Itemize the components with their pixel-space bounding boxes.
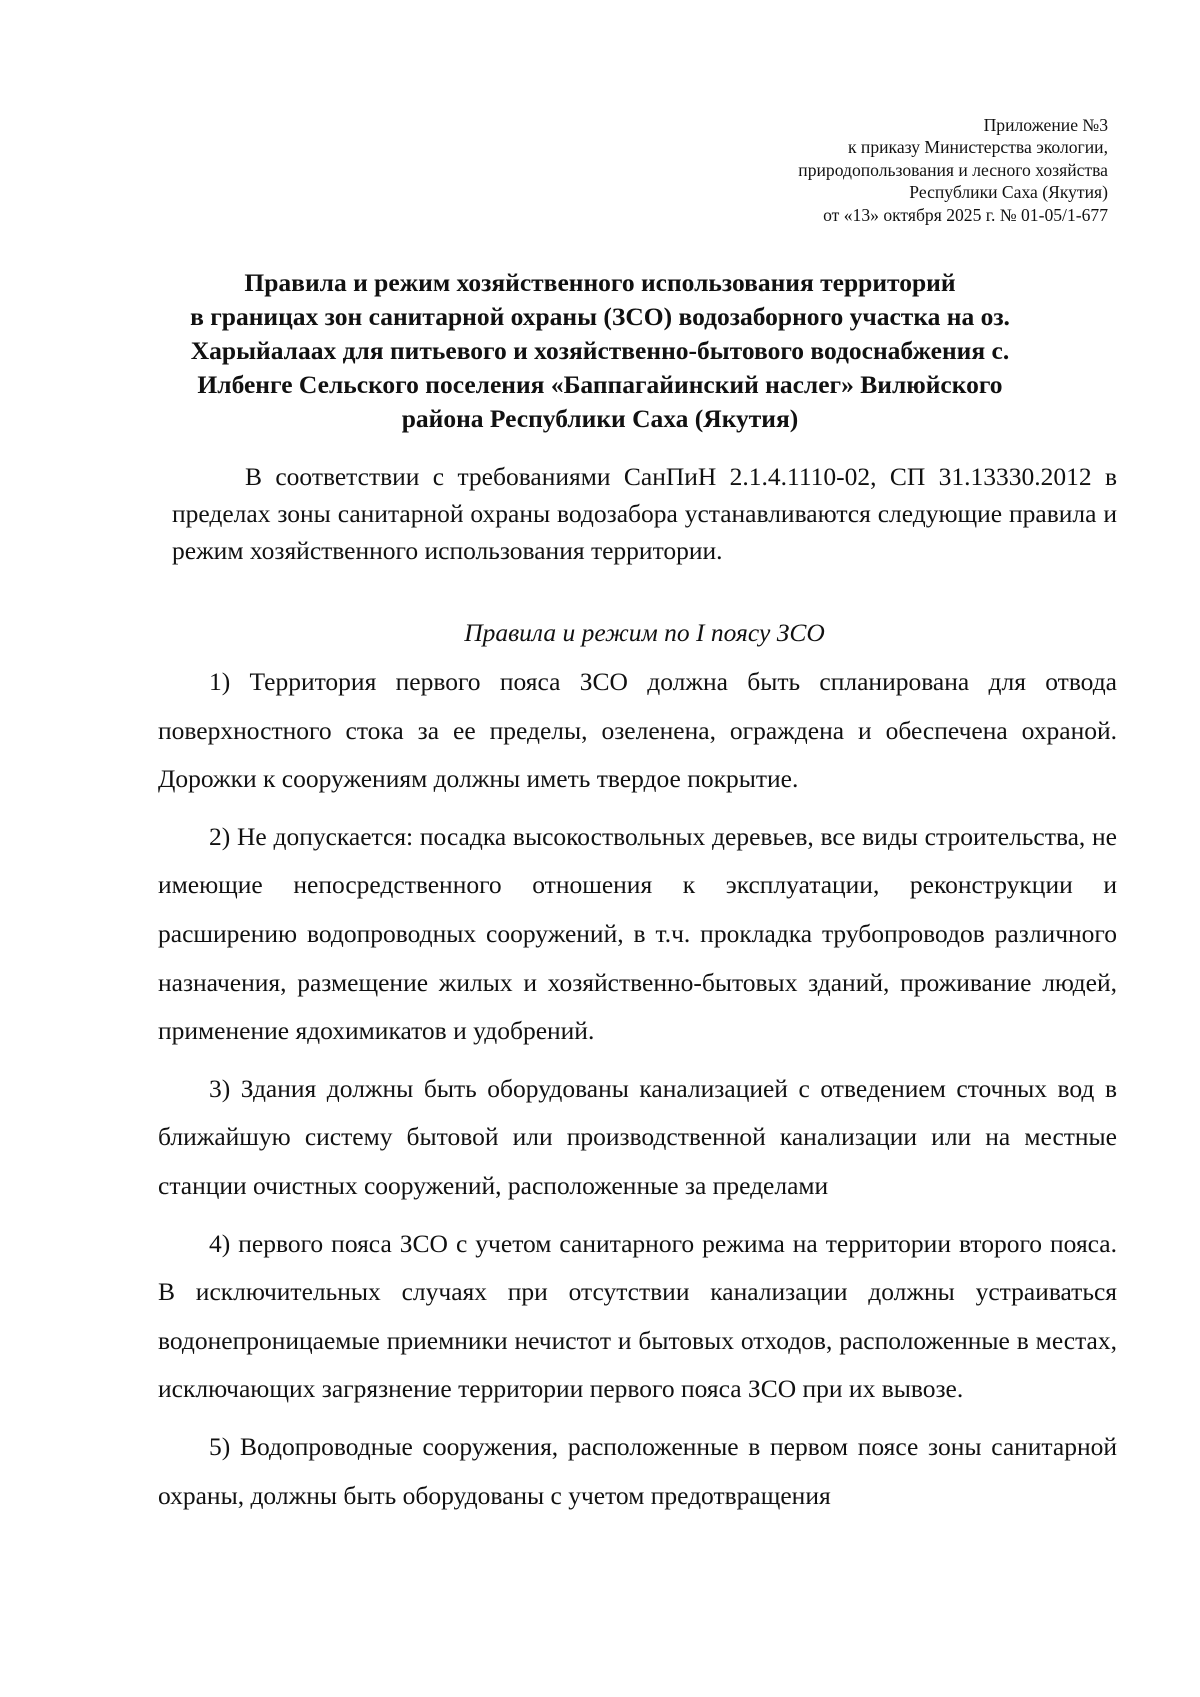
- annex-line: Республики Саха (Якутия): [909, 182, 1108, 203]
- intro-paragraph: [172, 458, 1117, 569]
- section-heading: Правила и режим по I поясу ЗСО: [464, 618, 825, 647]
- title-line: в границах зон санитарной охраны (ЗСО) водозаборного участка на оз.: [190, 302, 1010, 331]
- annex-line: от «13» октября 2025 г. № 01-05/1-677: [823, 204, 1108, 225]
- document-title: [150, 266, 1050, 436]
- annex-header: [798, 114, 1108, 226]
- rule-item-3: 3) Здания должны быть оборудованы канализацией с отведением сточных вод в ближайшую систему бытовой или производственной канализации или на местные станции очистных сооружений, расположенные за пределами: [158, 1073, 1117, 1200]
- title-line: Правила и режим хозяйственного использования территорий: [244, 268, 956, 297]
- intro-text: В соответствии с требованиями СанПиН 2.1.4.1110-02, СП 31.13330.2012 в пределах зоны санитарной охраны водозабора устанавливаются следующие правила и режим хозяйственного использования территории.: [172, 462, 1117, 565]
- annex-line: к приказу Министерства экологии,: [847, 137, 1108, 158]
- title-line: Илбенге Сельского поселения «Баппагайинский наслег» Вилюйского: [197, 370, 1003, 399]
- annex-line: Приложение №3: [983, 115, 1108, 135]
- annex-line: природопользования и лесного хозяйства: [798, 159, 1108, 180]
- rule-item-1: 1) Территория первого пояса ЗСО должна быть спланирована для отвода поверхностного стока за ее пределы, озеленена, ограждена и обеспечена охраной. Дорожки к сооружениям должны иметь твердое покрытие.: [158, 667, 1117, 794]
- title-line: района Республики Саха (Якутия): [401, 404, 799, 433]
- rule-item-4: 4) первого пояса ЗСО с учетом санитарного режима на территории второго пояса. В исключительных случаях при отсутствии канализации должны устраиваться водонепроницаемые приемники нечистот и бытовых отходов, расположенные в местах, исключающих загрязнение территории первого пояса ЗСО при их вывозе.: [158, 1228, 1117, 1404]
- rules-list: [158, 658, 1117, 1529]
- rule-item-5: 5) Водопроводные сооружения, расположенные в первом поясе зоны санитарной охраны, должны быть оборудованы с учетом предотвращения: [158, 1431, 1117, 1510]
- rule-item-2: 2) Не допускается: посадка высокоствольных деревьев, все виды строительства, не имеющие непосредственного отношения к эксплуатации, реконструкции и расширению водопроводных сооружений, в т.ч. прокладка трубопроводов различного назначения, размещение жилых и хозяйственно-бытовых зданий, проживание людей, применение ядохимикатов и удобрений.: [158, 821, 1117, 1046]
- title-line: Харыйалаах для питьевого и хозяйственно-бытового водоснабжения с.: [190, 336, 1010, 365]
